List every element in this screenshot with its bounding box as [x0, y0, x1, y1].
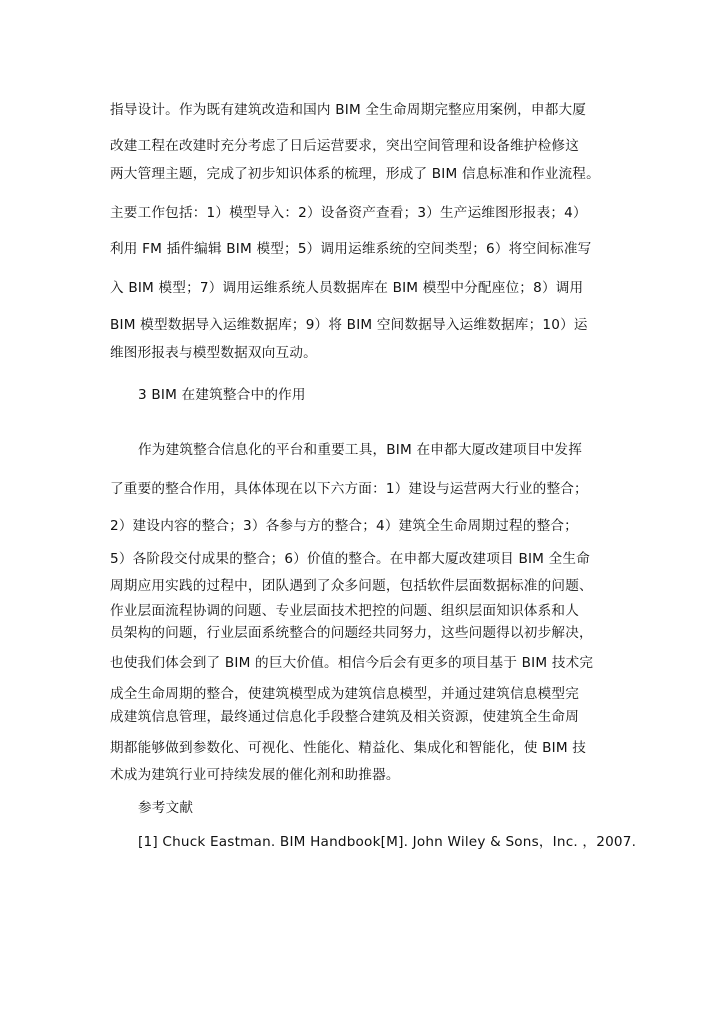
- section-heading: 3 BIM 在建筑整合中的作用: [138, 387, 306, 403]
- body-text-line: 成全生命周期的整合，使建筑模型成为建筑信息模型，并通过建筑信息模型完: [110, 686, 579, 702]
- body-text-line: 2）建设内容的整合；3）各参与方的整合；4）建筑全生命周期过程的整合；: [110, 518, 578, 534]
- body-text-line: 两大管理主题，完成了初步知识体系的梳理，形成了 BIM 信息标准和作业流程。: [110, 166, 600, 182]
- body-text-line: 术成为建筑行业可持续发展的催化剂和助推器。: [110, 767, 400, 783]
- body-text-line: 作为建筑整合信息化的平台和重要工具，BIM 在申都大厦改建项目中发挥: [138, 442, 582, 458]
- body-text-line: 入 BIM 模型；7）调用运维系统人员数据库在 BIM 模型中分配座位；8）调用: [110, 280, 584, 296]
- body-text-line: 指导设计。作为既有建筑改造和国内 BIM 全生命周期完整应用案例，申都大厦: [110, 102, 587, 118]
- body-text-line: 5）各阶段交付成果的整合；6）价值的整合。在申都大厦改建项目 BIM 全生命: [110, 551, 591, 567]
- references-heading: 参考文献: [138, 800, 194, 816]
- body-text-line: 也使我们体会到了 BIM 的巨大价值。相信今后会有更多的项目基于 BIM 技术完: [110, 655, 594, 671]
- body-text-line: 周期应用实践的过程中，团队遇到了众多问题，包括软件层面数据标准的问题、: [110, 578, 593, 594]
- body-text-line: 改建工程在改建时充分考虑了日后运营要求，突出空间管理和设备维护检修这: [110, 138, 579, 154]
- reference-item: [1] Chuck Eastman. BIM Handbook[M]. John Wiley & Sons，Inc. ，2007.: [138, 834, 637, 850]
- body-text-line: 主要工作包括：1）模型导入：2）设备资产查看；3）生产运维图形报表；4）: [110, 205, 587, 221]
- body-text-line: 作业层面流程协调的问题、专业层面技术把控的问题、组织层面知识体系和人: [110, 603, 579, 619]
- body-text-line: BIM 模型数据导入运维数据库；9）将 BIM 空间数据导入运维数据库；10）运: [110, 317, 588, 333]
- body-text-line: 利用 FM 插件编辑 BIM 模型；5）调用运维系统的空间类型；6）将空间标准写: [110, 241, 592, 257]
- body-text-line: 维图形报表与模型数据双向互动。: [110, 345, 317, 361]
- body-text-line: 期都能够做到参数化、可视化、性能化、精益化、集成化和智能化，使 BIM 技: [110, 740, 587, 756]
- body-text-line: 成建筑信息管理，最终通过信息化手段整合建筑及相关资源，使建筑全生命周: [110, 709, 579, 725]
- body-text-line: 了重要的整合作用，具体体现在以下六方面：1）建设与运营两大行业的整合；: [110, 481, 588, 497]
- body-text-line: 员架构的问题，行业层面系统整合的问题经共同努力，这些问题得以初步解决，: [110, 625, 593, 641]
